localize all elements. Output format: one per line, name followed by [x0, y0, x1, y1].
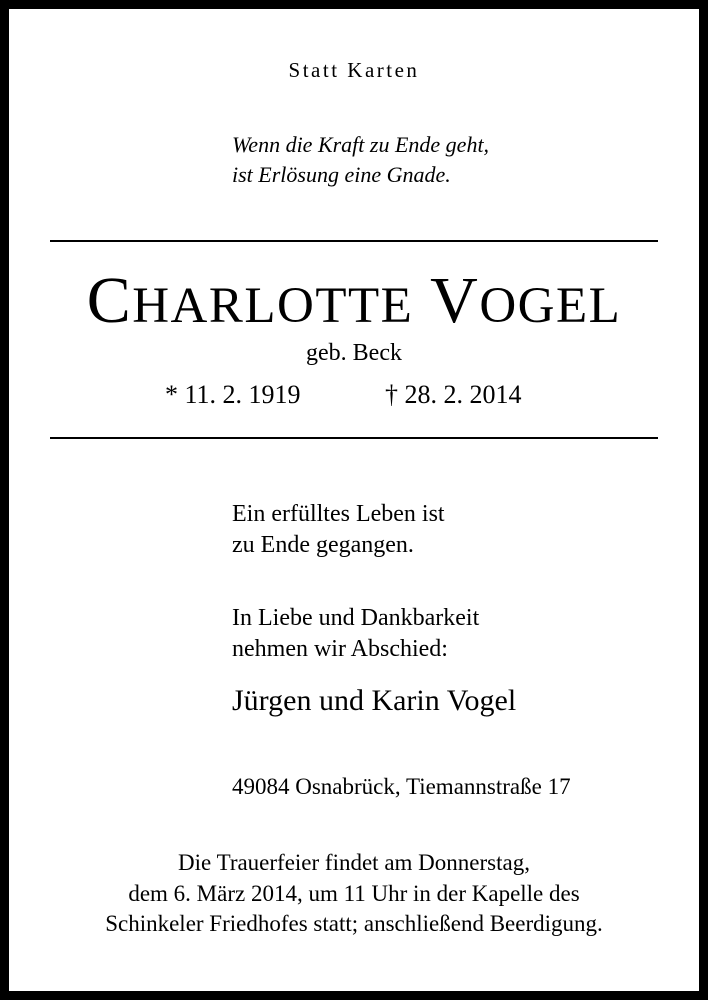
motto-line-2: ist Erlösung eine Gnade. [232, 162, 451, 187]
deceased-name [0, 266, 708, 341]
birth-date: * 11. 2. 1919 [165, 380, 301, 409]
mourners-names: Jürgen und Karin Vogel [232, 684, 517, 717]
maiden-name: geb. Beck [306, 340, 402, 366]
last-name-rest: OGEL [479, 278, 622, 334]
farewell-text [232, 603, 479, 665]
header-note: Statt Karten [288, 58, 420, 82]
first-name-initial: C [86, 264, 133, 337]
funeral-notice [0, 848, 708, 940]
death-date: † 28. 2. 2014 [385, 380, 522, 409]
funeral-line-1: Die Trauerfeier findet am Donnerstag, [178, 850, 530, 875]
family-address: 49084 Osnabrück, Tiemannstraße 17 [232, 774, 571, 799]
last-name-initial: V [430, 264, 480, 337]
divider-bottom [50, 437, 658, 439]
tribute-line-1: Ein erfülltes Leben ist [232, 501, 445, 527]
funeral-line-2: dem 6. März 2014, um 11 Uhr in der Kapelle des [128, 880, 580, 906]
tribute-text [232, 499, 445, 561]
farewell-line-2: nehmen wir Abschied: [232, 636, 448, 662]
farewell-line-1: In Liebe und Dankbarkeit [232, 605, 480, 631]
funeral-line-3: Schinkeler Friedhofes statt; anschließend Beerdigung. [105, 911, 603, 936]
divider-top [50, 240, 658, 242]
tribute-line-2: zu Ende gegangen. [232, 532, 414, 558]
motto-quote [232, 130, 489, 190]
motto-line-1: Wenn die Kraft zu Ende geht, [232, 132, 490, 157]
first-name-rest: HARLOTTE [132, 278, 414, 334]
